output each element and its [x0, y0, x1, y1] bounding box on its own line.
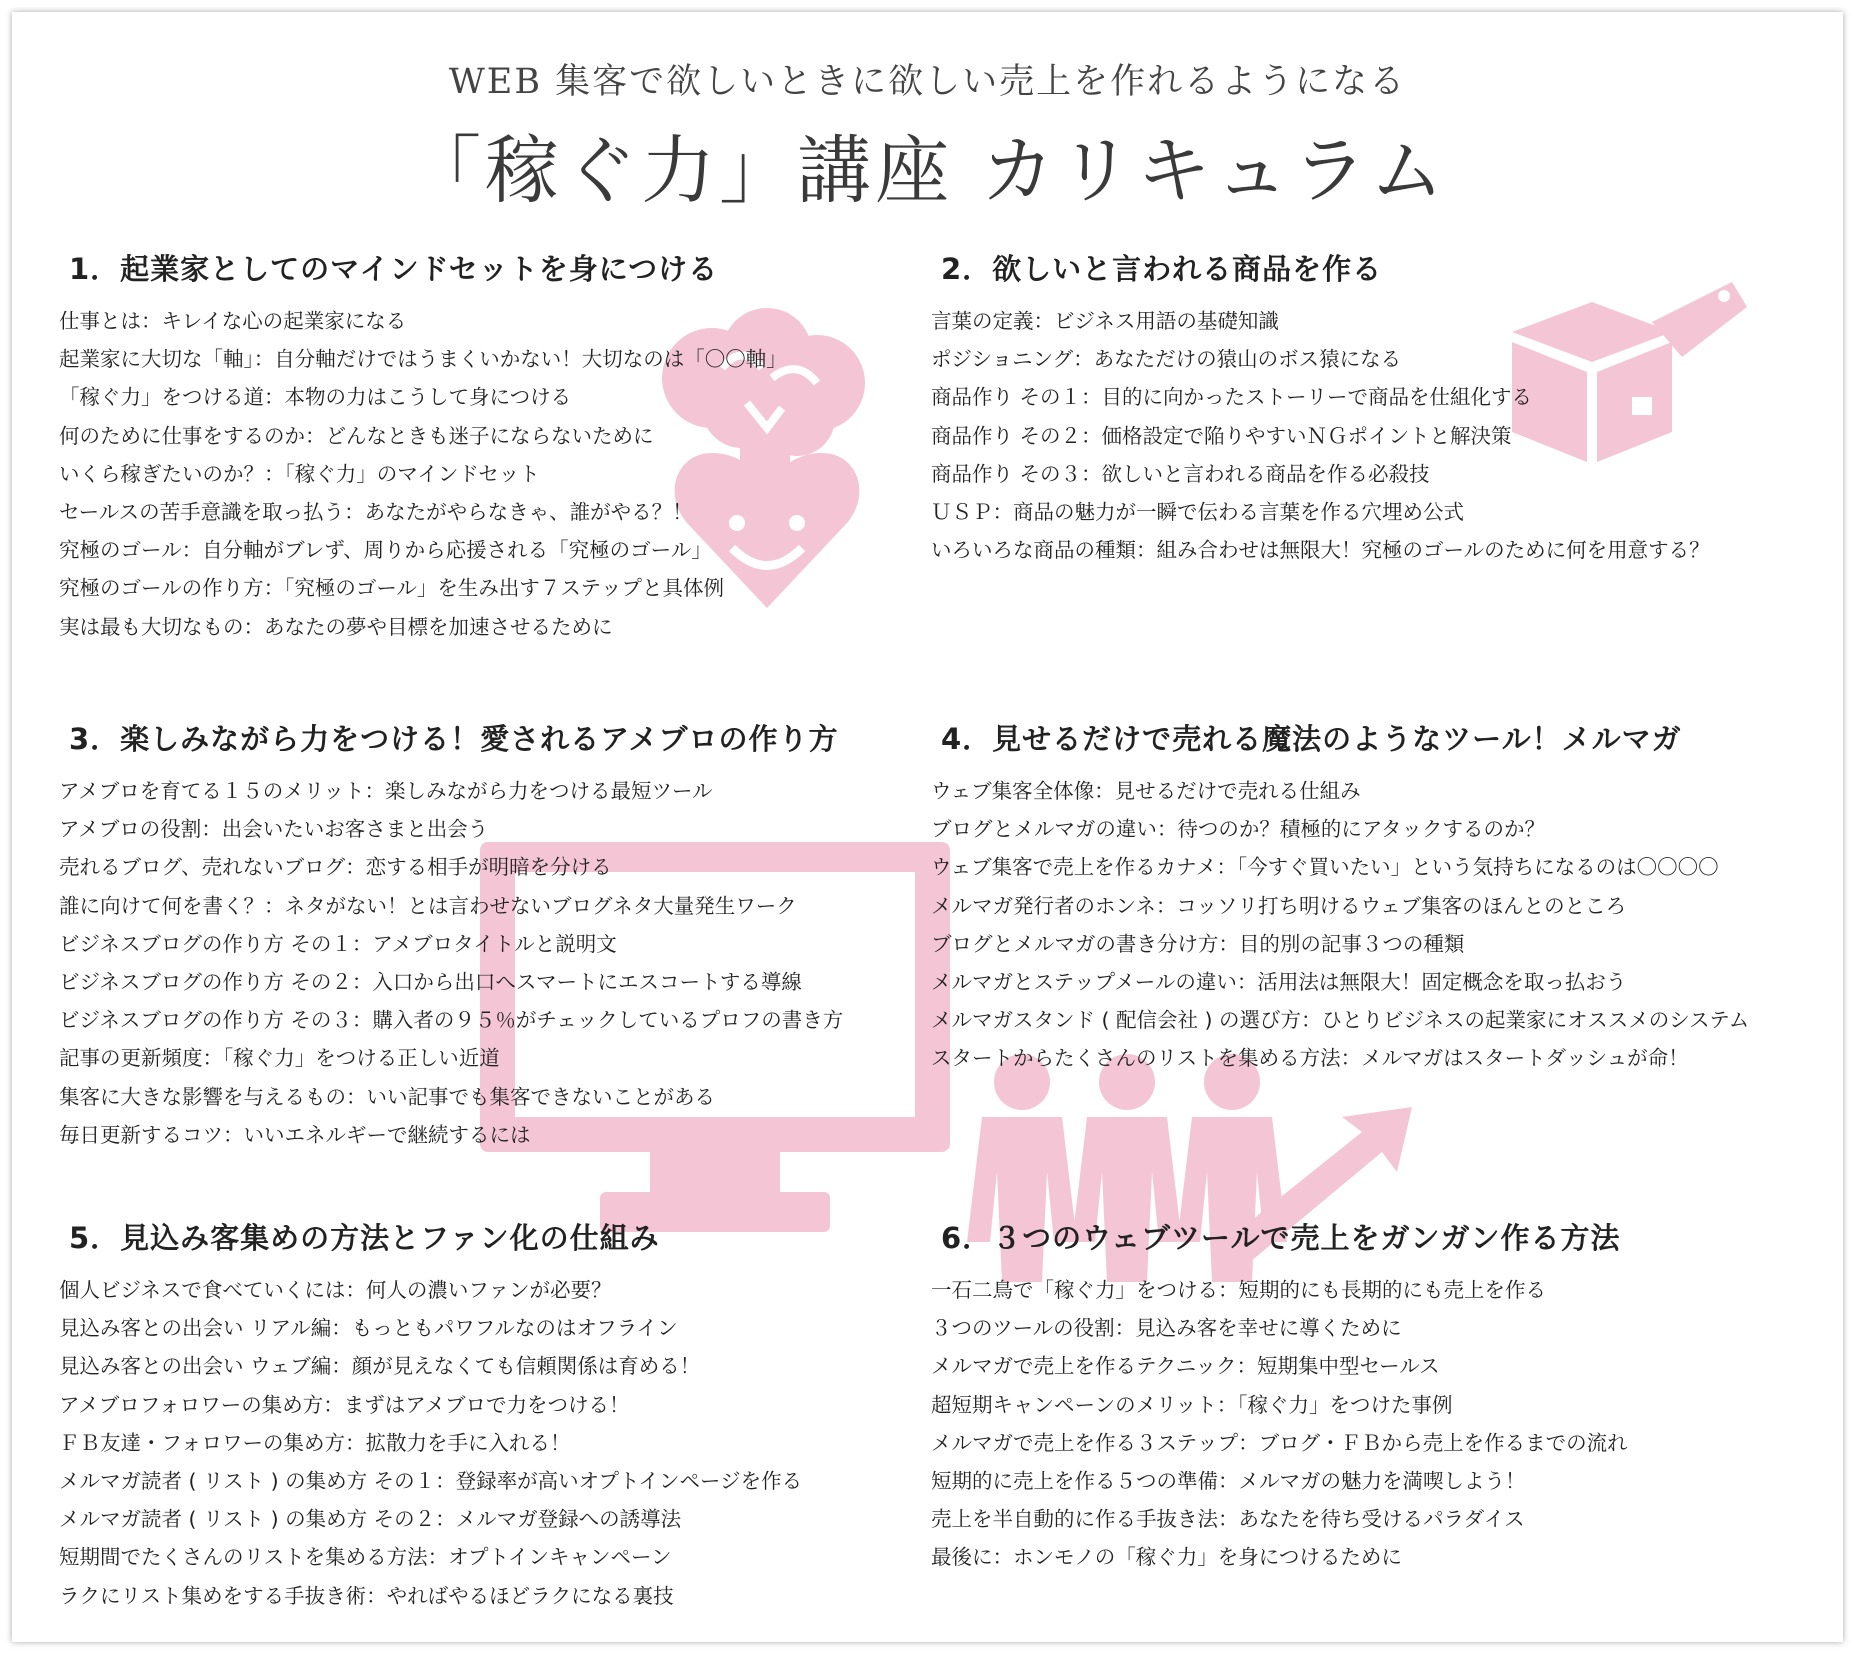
list-item: 見込み客との出会い リアル編：もっともパワフルなのはオフライン — [59, 1316, 678, 1341]
section-3 — [59, 716, 959, 1154]
list-item: 短期的に売上を作る５つの準備：メルマガの魅力を満喫しよう！ — [931, 1468, 1526, 1493]
list-item: 売れるブログ、売れないブログ：恋する相手が明暗を分ける — [59, 855, 612, 880]
section-heading: 3．楽しみながら力をつける！愛されるアメブロの作り方 — [69, 722, 839, 756]
section-item-list — [931, 302, 1831, 569]
page-title: 「稼ぐ力」講座 カリキュラム — [407, 128, 1448, 214]
list-item: ＦＢ友達・フォロワーの集め方：拡散力を手に入れる！ — [59, 1430, 571, 1455]
list-item: 一石二鳥で「稼ぐ力」をつける：短期的にも長期的にも売上を作る — [931, 1278, 1546, 1302]
list-item: 仕事とは：キレイな心の起業家になる — [59, 309, 407, 333]
list-item: メルマガで売上を作る３ステップ：ブログ・ＦＢから売上を作るまでの流れ — [931, 1430, 1628, 1455]
section-item-list — [59, 772, 959, 1154]
list-item: ビジネスブログの作り方 その１：アメブロタイトルと説明文 — [59, 931, 617, 956]
list-item: 最後に：ホンモノの「稼ぐ力」を身につけるために — [931, 1545, 1402, 1570]
list-item: アメブロを育てる１５のメリット：楽しみながら力をつける最短ツール — [59, 779, 713, 803]
list-item: ポジショニング：あなただけの猿山のボス猿になる — [931, 347, 1402, 372]
list-item: 究極のゴールの作り方：「究極のゴール」を生み出す７ステップと具体例 — [59, 576, 725, 601]
section-item-list — [931, 772, 1831, 1078]
list-item: ラクにリスト集めをする手抜き術：やればやるほどラクになる裏技 — [59, 1583, 674, 1608]
list-item: 言葉の定義：ビジネス用語の基礎知識 — [931, 309, 1279, 333]
list-item: 実は最も大切なもの：あなたの夢や目標を加速させるために — [59, 614, 613, 639]
list-item: 集客に大きな影響を与えるもの：いい記事でも集客できないことがある — [59, 1084, 715, 1109]
list-item: 商品作り その２：価格設定で陥りやすいＮＧポイントと解決策 — [931, 423, 1512, 448]
list-item: ウェブ集客で売上を作るカナメ：「今すぐ買いたい」という気持ちになるのは〇〇〇〇 — [931, 855, 1719, 880]
list-item: 記事の更新頻度：「稼ぐ力」をつける正しい近道 — [59, 1046, 500, 1071]
list-item: 毎日更新するコツ：いいエネルギーで継続するには — [59, 1122, 531, 1147]
list-item: 何のために仕事をするのか：どんなときも迷子にならないために — [59, 423, 654, 448]
list-item: ウェブ集客全体像：見せるだけで売れる仕組み — [931, 779, 1361, 803]
list-item: ＵＳＰ：商品の魅力が一瞬で伝わる言葉を作る穴埋め公式 — [931, 499, 1464, 524]
list-item: メルマガスタンド ( 配信会社 ) の選び方：ひとりビジネスの起業家にオススメのシステム — [931, 1008, 1750, 1033]
section-item-list — [931, 1271, 1831, 1577]
list-item: 商品作り その１：目的に向かったストーリーで商品を仕組化する — [931, 385, 1533, 410]
section-5 — [59, 1215, 959, 1615]
list-item: 売上を半自動的に作る手抜き法：あなたを待ち受けるパラダイス — [931, 1507, 1525, 1532]
list-item: アメブロフォロワーの集め方：まずはアメブロで力をつける！ — [59, 1392, 630, 1417]
list-item: ビジネスブログの作り方 その２：入口から出口へスマートにエスコートする導線 — [59, 969, 802, 994]
list-item: いくら稼ぎたいのか？：「稼ぐ力」のマインドセット — [59, 461, 540, 486]
list-item: 誰に向けて何を書く？：ネタがない！とは言わせないブログネタ大量発生ワーク — [59, 893, 797, 918]
section-heading: 5．見込み客集めの方法とファン化の仕組み — [69, 1221, 660, 1255]
list-item: メルマガ読者 ( リスト ) の集め方 その１：登録率が高いオプトインページを作る — [59, 1468, 803, 1493]
page-subtitle: WEB 集客で欲しいときに欲しい売上を作れるようになる — [448, 62, 1407, 102]
list-item: メルマガで売上を作るテクニック：短期集中型セールス — [931, 1354, 1440, 1379]
list-item: いろいろな商品の種類：組み合わせは無限大！究極のゴールのために何を用意する？ — [931, 538, 1710, 563]
section-heading: 6．３つのウェブツールで売上をガンガン作る方法 — [941, 1221, 1621, 1255]
section-heading: 2．欲しいと言われる商品を作る — [941, 252, 1383, 286]
list-item: 起業家に大切な「軸」：自分軸だけではうまくいかない！大切なのは「〇〇軸」 — [59, 347, 787, 372]
section-6 — [931, 1215, 1831, 1577]
list-item: メルマガ発行者のホンネ：コッソリ打ち明けるウェブ集客のほんとのところ — [931, 893, 1627, 918]
section-4 — [931, 716, 1831, 1078]
section-item-list — [59, 302, 959, 646]
section-heading: 1．起業家としてのマインドセットを身につける — [69, 252, 719, 286]
list-item: 個人ビジネスで食べていくには：何人の濃いファンが必要？ — [59, 1278, 612, 1302]
list-item: 見込み客との出会い ウェブ編：顔が見えなくても信頼関係は育める！ — [59, 1354, 701, 1379]
section-1 — [59, 246, 959, 646]
list-item: スタートからたくさんのリストを集める方法：メルマガはスタートダッシュが命！ — [931, 1046, 1689, 1071]
list-item: 商品作り その３：欲しいと言われる商品を作る必殺技 — [931, 461, 1430, 486]
section-2 — [931, 246, 1831, 569]
list-item: セールスの苦手意識を取っ払う：あなたがやらなきゃ、誰がやる？！ — [59, 499, 693, 524]
list-item: 「稼ぐ力」をつける道：本物の力はこうして身につける — [59, 385, 572, 410]
list-item: ビジネスブログの作り方 その３：購入者の９５％がチェックしているプロフの書き方 — [59, 1008, 844, 1033]
list-item: ブログとメルマガの書き分け方：目的別の記事３つの種類 — [931, 931, 1465, 956]
list-item: ブログとメルマガの違い：待つのか？積極的にアタックするのか？ — [931, 817, 1545, 842]
section-item-list — [59, 1271, 959, 1615]
list-item: メルマガ読者 ( リスト ) の集め方 その２：メルマガ登録への誘導法 — [59, 1507, 682, 1532]
list-item: アメブロの役割：出会いたいお客さまと出会う — [59, 817, 489, 842]
section-heading: 4．見せるだけで売れる魔法のようなツール！メルマガ — [941, 722, 1682, 756]
curriculum-card — [12, 12, 1843, 1642]
list-item: 短期間でたくさんのリストを集める方法：オプトインキャンペーン — [59, 1545, 672, 1570]
list-item: ３つのツールの役割：見込み客を幸せに導くために — [931, 1316, 1402, 1341]
list-item: 究極のゴール：自分軸がブレず、周りから応援される「究極のゴール」 — [59, 538, 712, 563]
list-item: メルマガとステップメールの違い：活用法は無限大！固定概念を取っ払おう — [931, 969, 1627, 994]
list-item: 超短期キャンペーンのメリット：「稼ぐ力」をつけた事例 — [931, 1392, 1453, 1417]
